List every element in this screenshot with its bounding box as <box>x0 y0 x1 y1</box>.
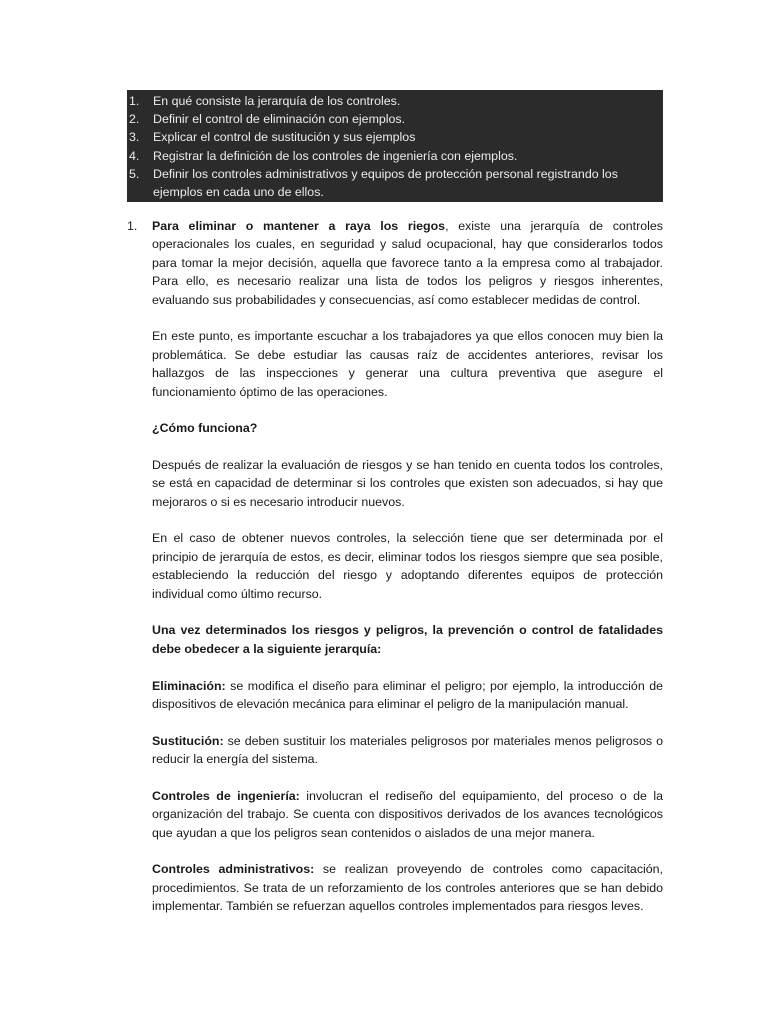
question-text: Definir los controles administrativos y equipos de protección personal registrando los ejemplos en cada uno de ellos. <box>153 166 618 200</box>
question-number: 2. <box>129 112 140 127</box>
paragraph-evaluacion: Después de realizar la evaluación de riesgos y se han tenido en cuenta todos los controles, se está en capacidad de determinar si los controles que existen son adecuados, si hay que mejoraros o si es necesario introducir nuevos. <box>152 457 663 509</box>
heading-text: ¿Cómo funciona? <box>152 421 258 436</box>
paragraph-nuevos-controles: En el caso de obtener nuevos controles, la selección tiene que ser determinada por el principio de jerarquía de estos, es decir, eliminar todos los riesgos siempre que sea posible, estableciendo la reducción del riesgo y adoptando diferentes equipos de protección individual como último recurso. <box>152 531 663 601</box>
paragraph-administrativos <box>152 860 663 915</box>
question-text: Definir el control de eliminación con ejemplos. <box>153 112 406 127</box>
question-number: 4. <box>129 148 140 163</box>
administrativos-text: se realizan proveyendo de controles como capacitación, procedimientos. Se trata de un reforzamiento de los controles anteriores que se han debido implementar. También se refuerzan aquellos controles implementados para riesgos leves. <box>152 862 663 914</box>
question-item <box>127 92 663 110</box>
question-text: Registrar la definición de los controles de ingeniería con ejemplos. <box>153 148 518 163</box>
question-item <box>127 128 663 146</box>
heading-como-funciona <box>152 419 663 437</box>
question-number: 5. <box>129 166 140 181</box>
paragraph-jerarquia <box>152 621 663 658</box>
questions-list <box>127 92 663 201</box>
questions-box <box>127 90 663 202</box>
question-number: 1. <box>129 94 140 108</box>
question-item <box>127 165 663 201</box>
answer-item <box>127 217 663 915</box>
ingenieria-label: Controles de ingeniería: <box>152 788 300 803</box>
paragraph-eliminacion <box>152 677 663 714</box>
sustitucion-label: Sustitución: <box>152 733 224 748</box>
question-item <box>127 147 663 165</box>
eliminacion-text: se modifica el diseño para eliminar el peligro; por ejemplo, la introducción de dispositivos de elevación mecánica para eliminar el peligro de la manipulación manual. <box>152 678 663 711</box>
eliminacion-label: Eliminación: <box>152 678 226 693</box>
question-text: Explicar el control de sustitución y sus ejemplos <box>153 130 416 145</box>
paragraph-intro <box>152 217 663 309</box>
intro-text: , existe una jerarquía de controles operacionales los cuales, en seguridad y salud ocupacional, hay que considerarlos todos para tomar la mejor decisión, aquella que favorece tanto a la empresa como al trabajador. Para ello, es necesario realizar una lista de todos los peligros y riesgos inherentes, evaluando sus probabilidades y consecuencias, así como establecer medidas de control. <box>152 219 663 307</box>
question-number: 3. <box>129 130 140 145</box>
paragraph-ingenieria <box>152 787 663 842</box>
jerarquia-bold: Una vez determinados los riesgos y peligros, la prevención o control de fatalidades debe obedecer a la siguiente jerarquía: <box>152 623 663 656</box>
intro-bold: Para eliminar o mantener a raya los riegos <box>152 219 446 233</box>
answer-content <box>152 217 663 915</box>
answer-number: 1. <box>127 219 138 233</box>
question-text: En qué consiste la jerarquía de los controles. <box>153 94 401 108</box>
ingenieria-text: involucran el rediseño del equipamiento, del proceso o de la organización del trabajo. Se cuenta con dispositivos derivados de los avances tecnológicos que ayudan a que los peligros sean contenidos o aislados de una mejor manera. <box>152 788 664 840</box>
question-item <box>127 110 663 128</box>
administrativos-label: Controles administrativos: <box>152 862 315 877</box>
sustitucion-text: se deben sustituir los materiales peligrosos por materiales menos peligrosos o reducir la energía del sistema. <box>152 733 663 767</box>
paragraph-sustitucion <box>152 732 663 769</box>
answer-section <box>127 217 663 915</box>
paragraph-workers: En este punto, es importante escuchar a los trabajadores ya que ellos conocen muy bien la problemática. Se debe estudiar las causas raíz de accidentes anteriores, revisar los hallazgos de las inspecciones y generar una cultura preventiva que asegure el funcionamiento óptimo de las operaciones. <box>152 329 663 399</box>
